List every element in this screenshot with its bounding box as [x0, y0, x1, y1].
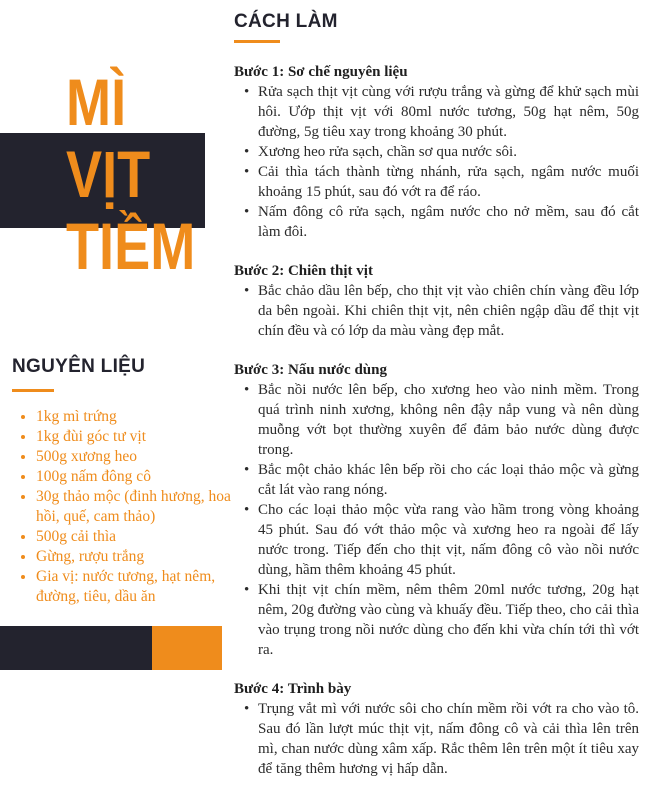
step-bullets	[234, 281, 639, 341]
step-4	[234, 679, 639, 779]
step-bullet: • Cho các loại thảo mộc vừa rang vào hầm trong vòng khoảng 45 phút. Sau đó vớt thảo mộc và xương heo ra ngoài để lấy nước trong. Tiếp đến cho thịt vịt, nấm đông cô vào nồi nước dùng, hầm thêm khoảng 45 phút.	[258, 500, 639, 580]
ingredient-item: • 1kg mì trứng	[36, 407, 246, 427]
step-bullet: • Cải thìa tách thành từng nhánh, rửa sạch, ngâm nước muối khoảng 15 phút, sau đó vớt ra để ráo.	[258, 162, 639, 202]
step-bullets	[234, 699, 639, 779]
title-line-2: VỊT	[66, 137, 151, 211]
ingredients-list	[20, 407, 246, 607]
step-bullets	[234, 380, 639, 660]
step-title: Bước 3: Nấu nước dùng	[234, 362, 387, 378]
step-bullet: • Bắc một chảo khác lên bếp rồi cho các loại thảo mộc và gừng cắt lát vào rang nóng.	[258, 460, 639, 500]
ingredient-item: • 500g xương heo	[36, 447, 246, 467]
ingredients-heading: NGUYÊN LIỆU	[12, 356, 146, 377]
ingredient-item: • Gia vị: nước tương, hạt nêm, đường, tiêu, dầu ăn	[36, 567, 246, 607]
title-line-3: TIỀM	[66, 209, 196, 283]
step-title: Bước 2: Chiên thịt vịt	[234, 263, 373, 279]
step-bullet: • Bắc chảo dầu lên bếp, cho thịt vịt vào chiên chín vàng đều lớp da bên ngoài. Khi chiên thịt vịt, nên chiên ngập dầu để thịt vịt chín đều và có lớp da màu vàng đẹp mắt.	[258, 281, 639, 341]
ingredient-item: • 30g thảo mộc (đinh hương, hoa hồi, quế, cam thảo)	[36, 487, 246, 527]
ingredients-heading-underline	[12, 389, 54, 392]
ingredient-item: • 1kg đùi góc tư vịt	[36, 427, 246, 447]
method-heading-underline	[234, 40, 280, 43]
step-bullet: • Nấm đông cô rửa sạch, ngâm nước cho nở mềm, sau đó cắt làm đôi.	[258, 202, 639, 242]
step-1	[234, 62, 639, 242]
ingredient-item: • 500g cải thìa	[36, 527, 246, 547]
method-heading: CÁCH LÀM	[234, 11, 338, 32]
step-3	[234, 360, 639, 660]
recipe-title	[66, 66, 195, 282]
step-bullet: • Xương heo rửa sạch, chần sơ qua nước sôi.	[258, 142, 639, 162]
footer-dark-bar	[0, 626, 152, 670]
step-bullets	[234, 82, 639, 242]
ingredient-item: • Gừng, rượu trắng	[36, 547, 246, 567]
method-steps	[234, 62, 639, 798]
step-bullet: • Trụng vắt mì với nước sôi cho chín mềm rồi vớt ra cho vào tô. Sau đó lần lượt múc thịt vịt, nấm đông cô và cải thìa lên trên mì, chan nước dùng xâm xấp. Rắc thêm lên trên một ít tiêu xay để tăng thêm hương vị hấp dẫn.	[258, 699, 639, 779]
step-bullet: • Bắc nồi nước lên bếp, cho xương heo vào ninh mềm. Trong quá trình ninh xương, không nên đậy nắp vung và nên dùng muỗng vớt bọt thường xuyên để đảm bảo nước dùng được trong.	[258, 380, 639, 460]
title-line-1: MÌ	[66, 65, 127, 139]
ingredient-item: • 100g nấm đông cô	[36, 467, 246, 487]
step-title: Bước 4: Trình bày	[234, 681, 352, 697]
step-2	[234, 261, 639, 341]
footer-orange-bar	[152, 626, 222, 670]
step-bullet: • Khi thịt vịt chín mềm, nêm thêm 20ml nước tương, 20g hạt nêm, 20g đường vào cùng và khuấy đều. Tiếp theo, cho cải thìa vào trụng trong nồi nước dùng cho đến khi vừa chín tới thì vớt ra.	[258, 580, 639, 660]
step-bullet: • Rửa sạch thịt vịt cùng với rượu trắng và gừng để khử sạch mùi hôi. Ướp thịt vịt với 80ml nước tương, 50g hạt nêm, 50g đường, 5g tiêu xay trong khoảng 30 phút.	[258, 82, 639, 142]
step-title: Bước 1: Sơ chế nguyên liệu	[234, 64, 408, 80]
